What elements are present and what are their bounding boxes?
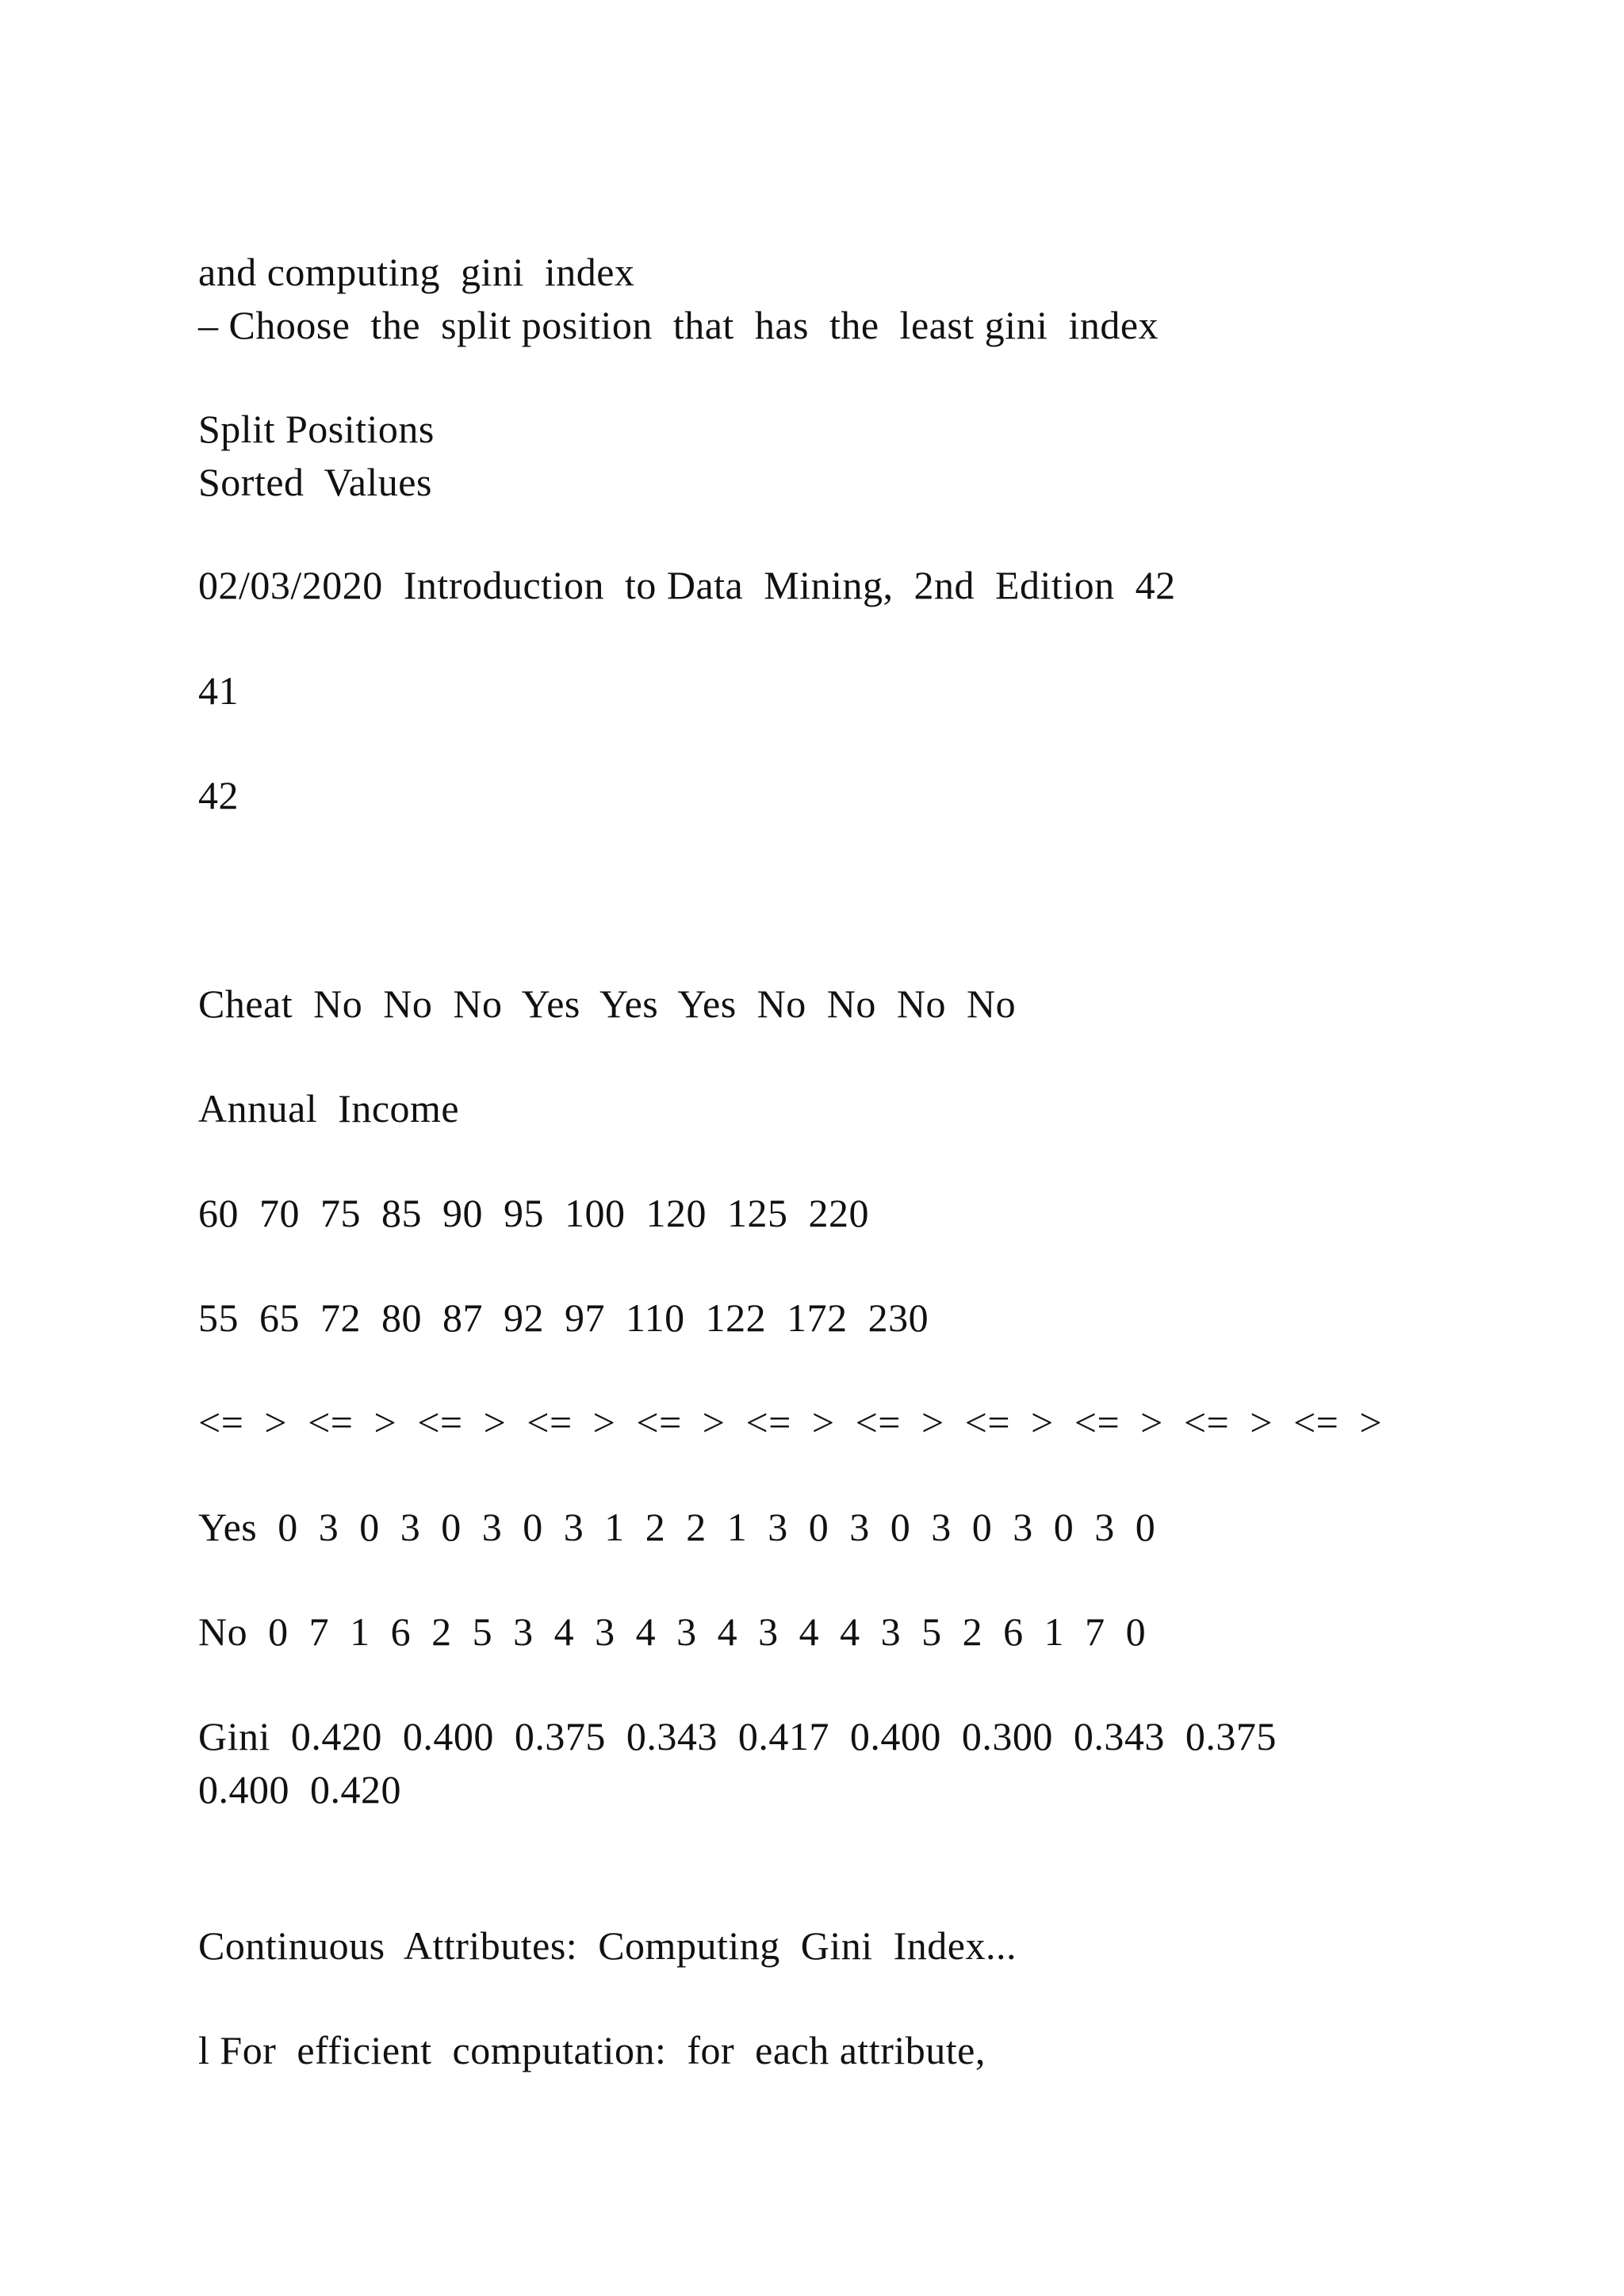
bullet-efficient-computation: l For efficient computation: for each attribute, — [198, 2028, 986, 2072]
gini-row-continued: 0.400 0.420 — [198, 1767, 401, 1812]
no-counts-row: No 0 7 1 6 2 5 3 4 3 4 3 4 3 4 4 3 5 2 6 1 7 0 — [198, 1609, 1147, 1654]
page-number-41: 41 — [198, 668, 239, 713]
cheat-row: Cheat No No No Yes Yes Yes No No No No — [198, 982, 1017, 1026]
text-line-computing-gini: and computing gini index — [198, 250, 635, 294]
gini-row: Gini 0.420 0.400 0.375 0.343 0.417 0.400 0.300 0.343 0.375 — [198, 1714, 1277, 1758]
section-heading-continuous-attributes: Continuous Attributes: Computing Gini Index... — [198, 1923, 1017, 1968]
sorted-values-row: 60 70 75 85 90 95 100 120 125 220 — [198, 1191, 869, 1235]
label-split-positions: Split Positions — [198, 407, 435, 451]
text-line-choose-split: – Choose the split position that has the least gini index — [198, 303, 1159, 347]
comparison-operators-row: <= > <= > <= > <= > <= > <= > <= > <= > <= > <= > <= > — [198, 1400, 1383, 1445]
yes-counts-row: Yes 0 3 0 3 0 3 0 3 1 2 2 1 3 0 3 0 3 0 3 0 3 0 — [198, 1505, 1156, 1549]
slide-footer: 02/03/2020 Introduction to Data Mining, 2nd Edition 42 — [198, 563, 1176, 607]
split-positions-row: 55 65 72 80 87 92 97 110 122 172 230 — [198, 1295, 929, 1340]
label-sorted-values: Sorted Values — [198, 460, 432, 504]
label-annual-income: Annual Income — [198, 1086, 460, 1131]
page-number-42: 42 — [198, 773, 239, 817]
